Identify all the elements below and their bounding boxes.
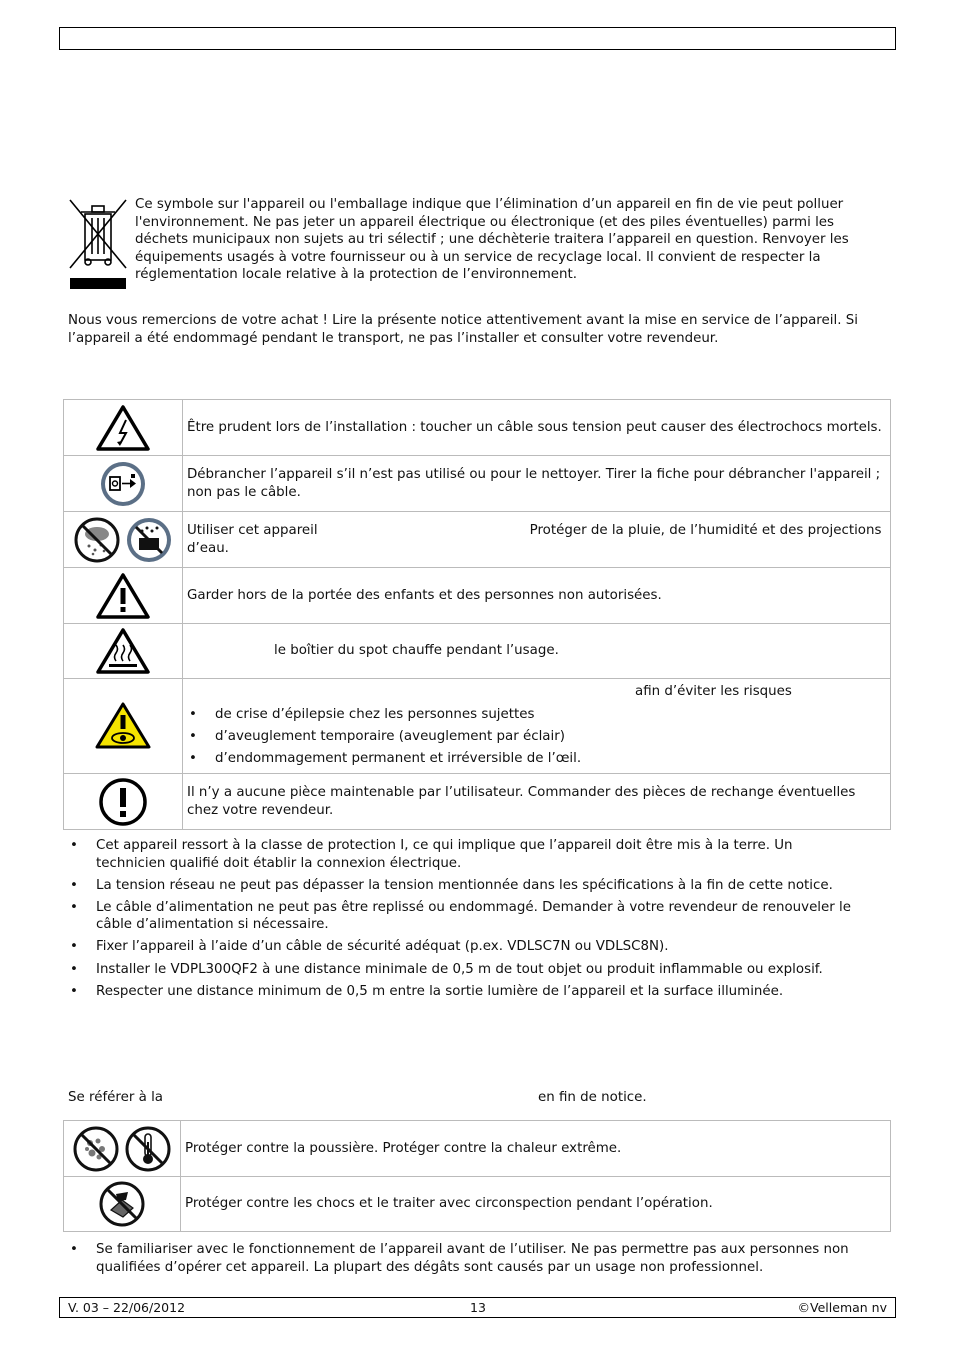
guideline-icon-cell <box>64 1177 181 1232</box>
guideline-row <box>64 1177 891 1232</box>
hot-surface-icon <box>95 644 151 659</box>
unplug-icon <box>99 477 147 492</box>
page-header-box <box>59 27 896 50</box>
safety-text-cell <box>183 568 891 624</box>
page-footer <box>59 1297 896 1318</box>
footer-page-number: 13 <box>470 1300 486 1315</box>
general-warning-icon <box>95 589 151 604</box>
safety-text-cell <box>183 512 891 568</box>
safety-text-b: Protéger de la pluie, de l’humidité et des projections d’eau. <box>187 522 882 556</box>
footer-copyright: ©Velleman nv <box>797 1300 887 1315</box>
safety-row <box>64 400 891 456</box>
intro-text: Nous vous remercions de votre achat ! Lire la présente notice attentivement avant la mise en service de l’appareil. Si l’appareil a été endommagé pendant le transport, ne pas l’installer et consulter votre revendeur. <box>68 313 858 346</box>
eye-hazard-list <box>187 704 886 769</box>
safety-icon-cell <box>64 456 183 512</box>
footer-version: V. 03 – 22/06/2012 <box>68 1300 186 1315</box>
safety-text: le boîtier du spot chauffe pendant l’usage. <box>274 643 559 659</box>
no-dust-icon <box>72 1142 124 1157</box>
safety-text-cell <box>183 624 891 679</box>
guidelines-table <box>63 1120 891 1232</box>
guideline-icon-cell <box>64 1121 181 1177</box>
safety-bullet-list <box>64 837 864 1005</box>
weee-text: Ce symbole sur l'appareil ou l'emballage indique que l’élimination d’un appareil en fin de vie peut polluer l'environnement. Ne pas jeter un appareil électrique ou électronique (et des piles éventuelles) parmi les déchets municipaux non sujets au tri sélectif ; une déchèterie traitera l’appareil en question. Renvoyer les équipements usagés à votre fournisseur ou à un service de recyclage local. Il convient de respecter la réglementation locale relative à la protection de l’environnement. <box>135 197 849 283</box>
safety-text-cell <box>183 679 891 774</box>
safety-icon-cell <box>64 774 183 830</box>
list-item: • d’endommagement permanent et irréversible de l’œil. <box>187 748 886 770</box>
safety-text: Garder hors de la portée des enfants et des personnes non autorisées. <box>187 587 662 603</box>
list-item: • Installer le VDPL300QF2 à une distance minimale de 0,5 m de tout objet ou produit inflammable ou explosif. <box>64 961 864 979</box>
list-item: • La tension réseau ne peut pas dépasser la tension mentionnée dans les spécifications à la fin de cette notice. <box>64 877 864 895</box>
list-item: • Cet appareil ressort à la classe de protection I, ce qui implique que l’appareil doit être mis à la terre. Un technicien qualifié doit établir la connexion électrique. <box>64 837 864 872</box>
safety-text-a: Utiliser cet appareil <box>187 522 318 538</box>
guideline-text-cell <box>181 1177 891 1232</box>
guideline-text: Protéger contre les chocs et le traiter avec circonspection pendant l’opération. <box>185 1196 713 1212</box>
safety-row <box>64 456 891 512</box>
no-shock-icon <box>98 1197 146 1212</box>
eye-hazard-icon <box>94 719 152 734</box>
weee-bin-icon <box>68 198 128 292</box>
list-item: • Fixer l’appareil à l’aide d’un câble de sécurité adéquat (p.ex. VDLSC7N ou VDLSC8N). <box>64 938 864 956</box>
list-item: • Se familiariser avec le fonctionnement de l’appareil avant de l’utiliser. Ne pas permettre pas aux personnes non qualifiées d’opérer cet appareil. La plupart des dégâts sont causés par un usage non professionnel. <box>64 1241 864 1276</box>
electric-shock-warning-icon <box>95 421 151 436</box>
guideline-bullet-list <box>64 1241 864 1281</box>
safety-row <box>64 774 891 830</box>
no-water-icon <box>125 533 173 548</box>
safety-row <box>64 679 891 774</box>
safety-text-cell <box>183 456 891 512</box>
safety-table <box>63 399 891 830</box>
safety-row <box>64 624 891 679</box>
guideline-row <box>64 1121 891 1177</box>
safety-icon-cell <box>64 568 183 624</box>
safety-text-cell <box>183 774 891 830</box>
no-heat-icon <box>124 1142 172 1157</box>
safety-text: afin d’éviter les risques <box>635 683 792 699</box>
safety-text-cell <box>183 400 891 456</box>
safety-row <box>64 568 891 624</box>
safety-row <box>64 512 891 568</box>
list-item: • de crise d’épilepsie chez les personnes sujettes <box>187 704 886 726</box>
intro-block <box>68 312 890 347</box>
safety-text: Il n’y a aucune pièce maintenable par l’utilisateur. Commander des pièces de rechange éventuelles chez votre revendeur. <box>187 784 856 818</box>
no-rain-icon <box>73 533 125 548</box>
list-item: • d’aveuglement temporaire (aveuglement par éclair) <box>187 726 886 748</box>
guideline-text: Protéger contre la poussière. Protéger contre la chaleur extrême. <box>185 1140 622 1156</box>
list-item: • Le câble d’alimentation ne peut pas être replissé ou endommagé. Demander à votre revendeur de renouveler le câble d’alimentation si nécessaire. <box>64 899 864 934</box>
safety-icon-cell <box>64 624 183 679</box>
refer-text-a: Se référer à la <box>68 1090 163 1105</box>
safety-icon-cell <box>64 679 183 774</box>
safety-text: Être prudent lors de l’installation : toucher un câble sous tension peut causer des électrochocs mortels. <box>187 419 882 435</box>
safety-icon-cell <box>64 400 183 456</box>
exclamation-circle-icon <box>98 795 148 810</box>
weee-text-block <box>135 196 890 284</box>
safety-text: Débrancher l’appareil s’il n’est pas utilisé ou pour le nettoyer. Tirer la fiche pour débrancher l'appareil ; non pas le câble. <box>187 466 881 500</box>
guideline-text-cell <box>181 1121 891 1177</box>
list-item: • Respecter une distance minimum de 0,5 m entre la sortie lumière de l’appareil et la surface illuminée. <box>64 983 864 1001</box>
safety-icon-cell <box>64 512 183 568</box>
refer-text-b: en fin de notice. <box>538 1090 647 1105</box>
